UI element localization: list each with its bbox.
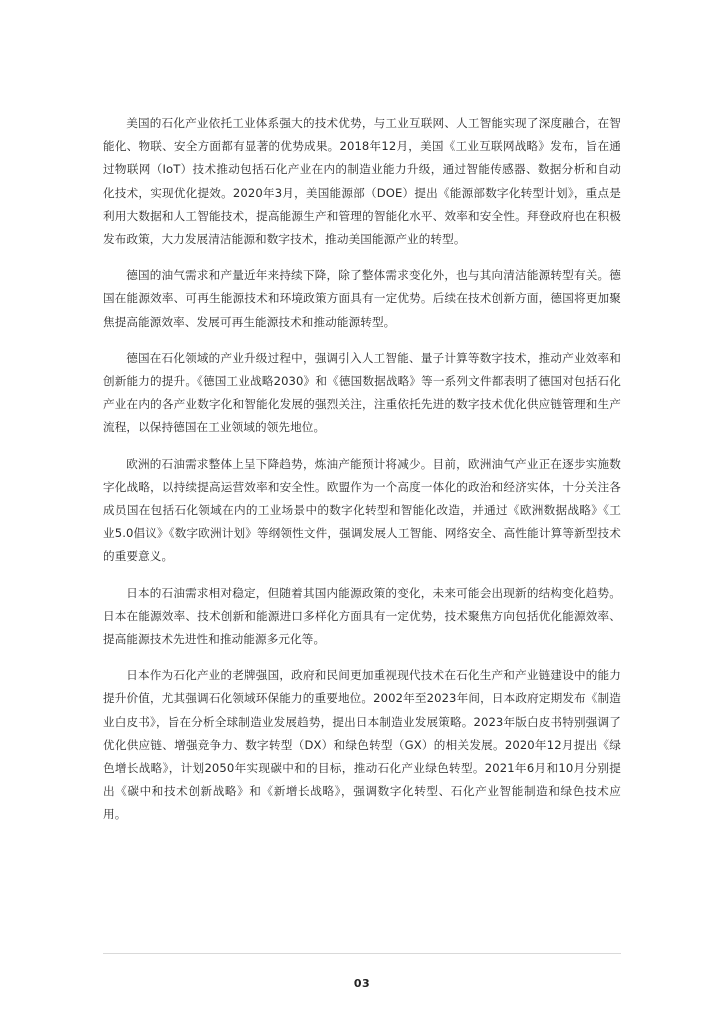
paragraph-germany-upgrade: 德国在石化领域的产业升级过程中，强调引入人工智能、量子计算等数字技术，推动产业效率和创新能力的提升。《德国工业战略2030》和《德国数据战略》等一系列文件都表明了德国对包括石化产业在内的各产业数字化和智能化发展的强烈关注，注重依托先进的数字技术优化供应链管理和生产流程，以保持德国在工业领域的领先地位。 [103, 350, 621, 435]
paragraph-europe: 欧洲的石油需求整体上呈下降趋势，炼油产能预计将减少。目前，欧洲油气产业正在逐步实施数字化战略，以持续提高运营效率和安全性。欧盟作为一个高度一体化的政治和经济实体，十分关注各成员国在包括石化领域在内的工业场景中的数字化转型和智能化改造，并通过《欧洲数据战略》《工业5.0倡议》《数字欧洲计划》等纲领性文件，强调发展人工智能、网络安全、高性能计算等新型技术的重要意义。 [103, 456, 621, 564]
footer-divider [103, 953, 621, 954]
paragraph-japan-policy: 日本作为石化产业的老牌强国，政府和民间更加重视现代技术在石化生产和产业链建设中的能力提升价值，尤其强调石化领域环保能力的重要地位。2002年至2023年间，日本政府定期发布《制造业白皮书》，旨在分析全球制造业发展趋势，提出日本制造业发展策略。2023年版白皮书特别强调了优化供应链、增强竞争力、数字转型（DX）和绿色转型（GX）的相关发展。2020年12月提出《绿色增长战略》，计划2050年实现碳中和的目标，推动石化产业绿色转型。2021年6月和10月分别提出《碳中和技术创新战略》和《新增长战略》，强调数字化转型、石化产业智能制造和绿色技术应用。 [103, 668, 621, 822]
page-number: 03 [353, 977, 371, 990]
body-text [103, 112, 621, 840]
paragraph-us-petrochemical: 美国的石化产业依托工业体系强大的技术优势，与工业互联网、人工智能实现了深度融合，在智能化、物联、安全方面都有显著的优势成果。2018年12月，美国《工业互联网战略》发布，旨在通过物联网（IoT）技术推动包括石化产业在内的制造业能力升级，通过智能传感器、数据分析和自动化技术，实现优化提效。2020年3月，美国能源部（DOE）提出《能源部数字化转型计划》，重点是利用大数据和人工智能技术，提高能源生产和管理的智能化水平、效率和安全性。拜登政府也在积极发布政策，大力发展清洁能源和数字技术，推动美国能源产业的转型。 [103, 116, 621, 247]
paragraph-japan-demand: 日本的石油需求相对稳定，但随着其国内能源政策的变化，未来可能会出现新的结构变化趋势。日本在能源效率、技术创新和能源进口多样化方面具有一定优势，技术聚焦方向包括优化能源效率、提高能源技术先进性和推动能源多元化等。 [103, 585, 621, 647]
paragraph-germany-oil-gas: 德国的油气需求和产量近年来持续下降，除了整体需求变化外，也与其向清洁能源转型有关。德国在能源效率、可再生能源技术和环境政策方面具有一定优势。后续在技术创新方面，德国将更加聚焦提高能源效率、发展可再生能源技术和推动能源转型。 [103, 268, 621, 329]
